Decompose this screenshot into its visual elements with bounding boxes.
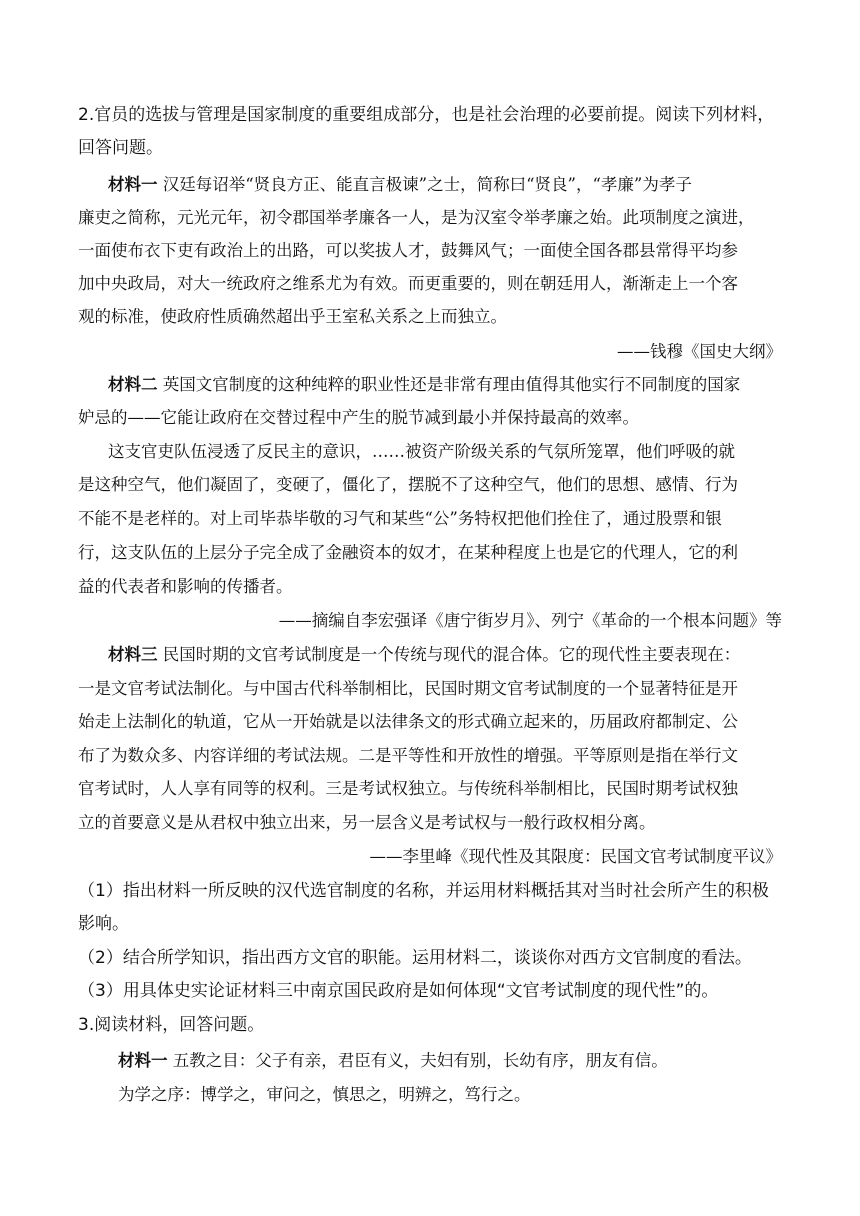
q2-question-1-cont: 影响。 <box>78 914 129 934</box>
q2-material-1-source: ——钱穆《国史大纲》 <box>617 342 782 361</box>
q2-material-3-line: 一是文官考试法制化。与中国古代科举制相比，民国时期文官考试制度的一个显著特征是开 <box>78 679 738 698</box>
q3-material-1-line: 为学之序：博学之，审问之，慎思之，明辨之，笃行之。 <box>118 1085 531 1104</box>
material-label: 材料二 <box>108 375 158 394</box>
material-text: 英国文官制度的这种纯粹的职业性还是非常有理由值得其他实行不同制度的国家 <box>162 375 741 394</box>
material-text: 汉廷每诏举“贤良方正、能直言极谏”之士，简称曰“贤良”，“孝廉”为孝子 <box>162 175 692 194</box>
q2-stem-line-2: 回答问题。 <box>78 138 163 158</box>
q2-question-2: （2）结合所学知识，指出西方文官的职能。运用材料二，谈谈你对西方文官制度的看法。 <box>78 948 752 968</box>
q3-material-1-first-line <box>118 1050 668 1072</box>
q3-stem: 3.阅读材料，回答问题。 <box>78 1015 265 1035</box>
q2-material-2-source: ——摘编自李宏强译《唐宁街岁月》、列宁《革命的一个根本问题》等 <box>278 611 782 630</box>
q2-material-2-first-line <box>108 374 740 396</box>
q2-question-3: （3）用具体史实论证材料三中南京国民政府是如何体现“文官考试制度的现代性”的。 <box>78 981 719 1001</box>
material-text: 民国时期的文官考试制度是一个传统与现代的混合体。它的现代性主要表现在： <box>162 645 741 664</box>
q2-material-3-line: 官考试时，人人享有同等的权利。三是考试权独立。与传统科举制相比，民国时期考试权独 <box>78 779 738 798</box>
q2-material-3-line: 始走上法制化的轨道，它从一开始就是以法律条文的形式确立起来的，历届政府都制定、公 <box>78 712 738 731</box>
material-text: 五教之目：父子有亲，君臣有义，夫妇有别，长幼有序，朋友有信。 <box>172 1051 668 1070</box>
q2-material-2-line: 是这种空气，他们凝固了，变硬了，僵化了，摆脱不了这种空气，他们的思想、感情、行为 <box>78 475 738 494</box>
q2-material-1-line: 廉吏之简称，元光元年，初令郡国举孝廉各一人，是为汉室令举孝廉之始。此项制度之演进， <box>78 208 755 227</box>
q2-question-1: （1）指出材料一所反映的汉代选官制度的名称，并运用材料概括其对当时社会所产生的积极 <box>78 881 769 901</box>
q2-material-2-line: 行，这支队伍的上层分子完全成了金融资本的奴才，在某种程度上也是它的代理人，它的利 <box>78 543 738 562</box>
q2-material-1-first-line <box>108 174 692 196</box>
material-label: 材料一 <box>118 1051 168 1070</box>
q2-material-3-line: 布了为数众多、内容详细的考试法规。二是平等性和开放性的增强。平等原则是指在举行文 <box>78 746 738 765</box>
q2-material-3-first-line <box>108 644 740 666</box>
material-label: 材料三 <box>108 645 158 664</box>
q2-material-1-line: 一面使布衣下吏有政治上的出路，可以奖拔人才，鼓舞风气；一面使全国各郡县常得平均参 <box>78 241 738 260</box>
q2-material-1-line: 加中央政局，对大一统政府之维系尤为有效。而更重要的，则在朝廷用人，渐渐走上一个客 <box>78 274 738 293</box>
q2-material-2-line: 这支官吏队伍浸透了反民主的意识，……被资产阶级关系的气氛所笼罩，他们呼吸的就 <box>108 442 735 461</box>
q2-material-2-line: 不能不是老样的。对上司毕恭毕敬的习气和某些“公”务特权把他们拴住了，通过股票和银 <box>78 509 722 528</box>
q2-material-2-line: 妒忌的——它能让政府在交替过程中产生的脱节减到最小并保持最高的效率。 <box>78 408 639 427</box>
material-label: 材料一 <box>108 175 158 194</box>
q2-stem-line-1: 2.官员的选拔与管理是国家制度的重要组成部分，也是社会治理的必要前提。阅读下列材料， <box>78 105 775 125</box>
q2-material-3-source: ——李里峰《现代性及其限度：民国文官考试制度平议》 <box>369 847 782 866</box>
q2-material-2-line: 益的代表者和影响的传播者。 <box>78 577 293 596</box>
q2-material-1-line: 观的标准，使政府性质确然超出乎王室私关系之上而独立。 <box>78 307 507 326</box>
q2-material-3-line: 立的首要意义是从君权中独立出来，另一层含义是考试权与一般行政权相分离。 <box>78 813 656 832</box>
